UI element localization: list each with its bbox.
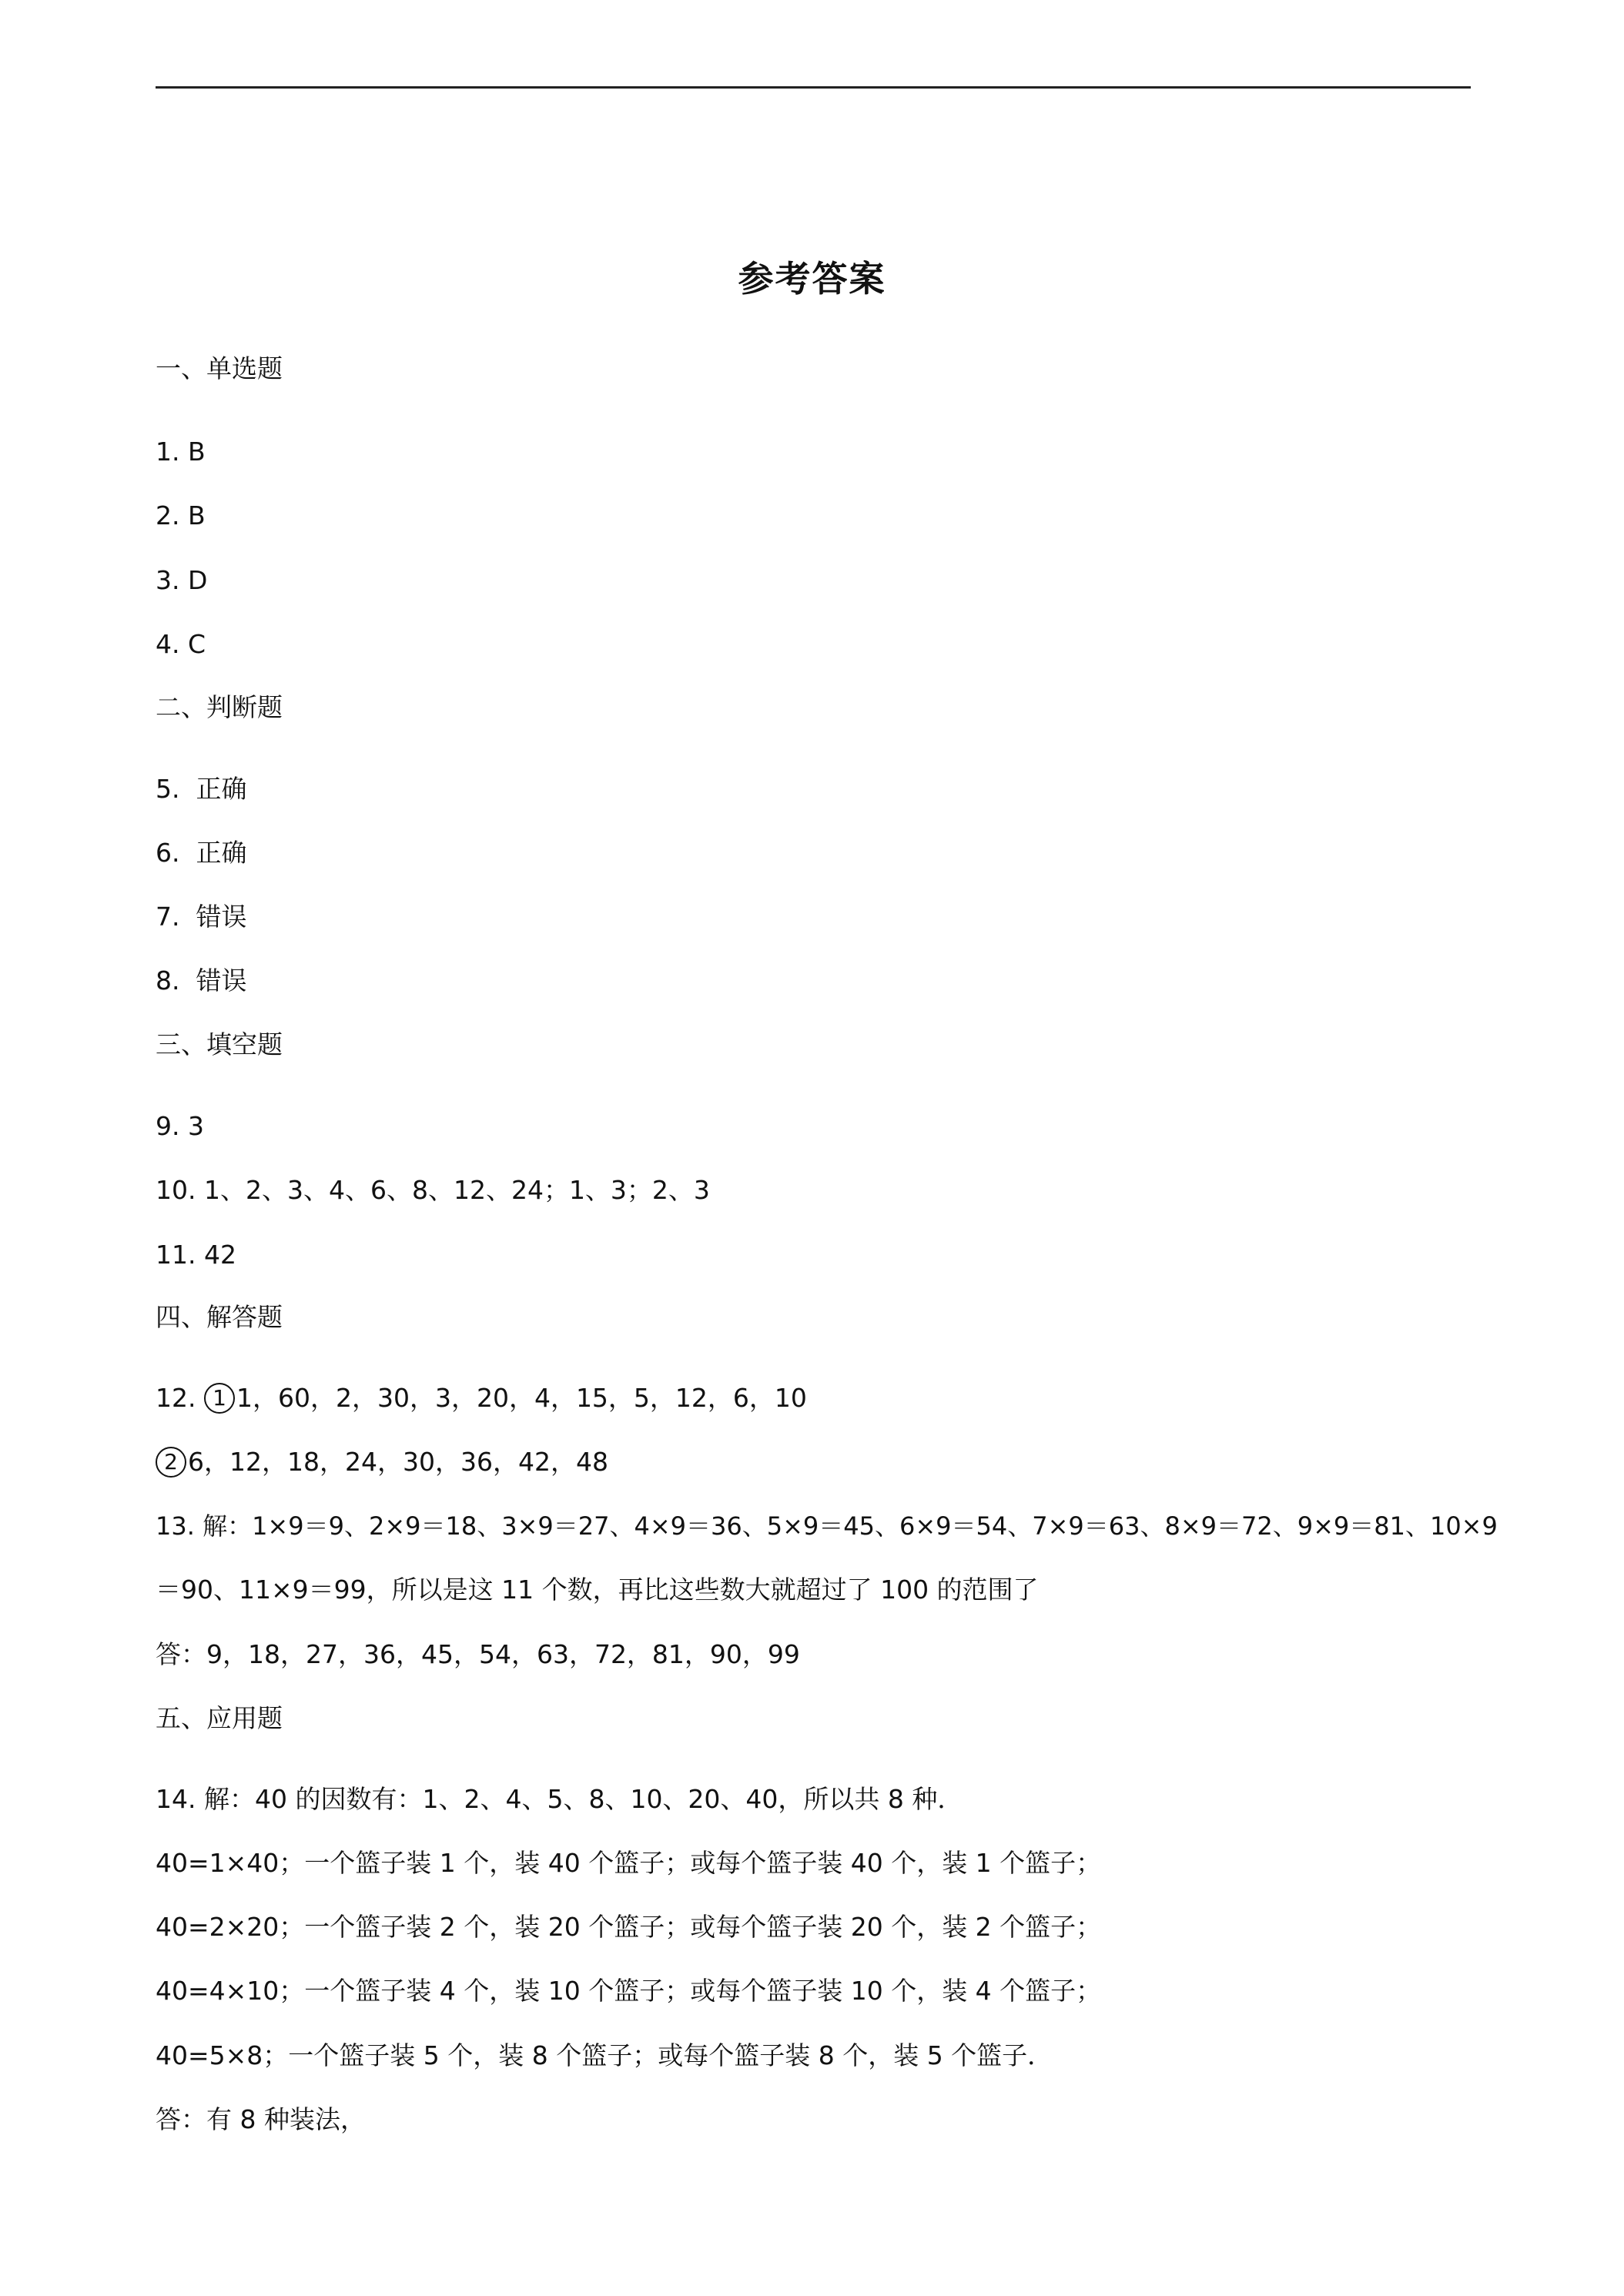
answer-number: 6. bbox=[156, 838, 180, 868]
section-heading-true-false: 二、判断题 bbox=[156, 692, 283, 722]
answer-text: 错误 bbox=[196, 966, 247, 996]
answer-12-line-2 bbox=[156, 1446, 608, 1479]
answer-number: 13. bbox=[156, 1511, 195, 1541]
answer-number: 7. bbox=[156, 902, 180, 932]
answer-text: 解：1×9＝9、2×9＝18、3×9＝27、4×9＝36、5×9＝45、6×9＝54、7×9＝63、8×9＝72、9×9＝81、10×9 bbox=[203, 1511, 1498, 1541]
answer-3 bbox=[156, 564, 207, 597]
answer-2 bbox=[156, 500, 206, 532]
answer-13-line-1 bbox=[156, 1510, 1498, 1542]
answer-6 bbox=[156, 837, 246, 869]
answer-text: 正确 bbox=[196, 774, 247, 804]
answer-14-line-6: 答：有 8 种装法， bbox=[156, 2104, 366, 2134]
section-heading-fill-blank: 三、填空题 bbox=[156, 1029, 283, 1059]
circled-number-2: 2 bbox=[156, 1447, 186, 1478]
answer-14-line-4: 40=4×10；一个篮子装 4 个，装 10 个篮子；或每个篮子装 10 个，装 4 个篮子； bbox=[156, 1976, 1102, 2006]
answer-11 bbox=[156, 1239, 236, 1271]
answer-text: C bbox=[188, 629, 206, 659]
answer-14-line-5: 40=5×8；一个篮子装 5 个，装 8 个篮子；或每个篮子装 8 个，装 5 个篮子． bbox=[156, 2040, 1053, 2070]
page-title: 参考答案 bbox=[738, 258, 886, 300]
answer-text: 解：40 的因数有：1、2、4、5、8、10、20、40，所以共 8 种． bbox=[203, 1784, 963, 1814]
answer-number: 1. bbox=[156, 437, 180, 467]
answer-text: 错误 bbox=[196, 902, 247, 932]
section-heading-solve: 四、解答题 bbox=[156, 1302, 283, 1332]
header-rule bbox=[156, 86, 1471, 89]
answer-text: B bbox=[188, 500, 206, 530]
answer-number: 8. bbox=[156, 966, 180, 996]
answer-text: 42 bbox=[203, 1240, 236, 1270]
answer-number: 4. bbox=[156, 629, 180, 659]
answer-number: 3. bbox=[156, 565, 180, 595]
answer-text: 正确 bbox=[196, 838, 247, 868]
circled-number-1: 1 bbox=[204, 1383, 235, 1414]
answer-text: 6，12，18，24，30，36，42，48 bbox=[188, 1447, 608, 1477]
answer-text: 1、2、3、4、6、8、12、24；1、3；2、3 bbox=[203, 1175, 710, 1205]
answer-5 bbox=[156, 773, 246, 805]
answer-number: 5. bbox=[156, 774, 180, 804]
answer-13-line-2: ＝90、11×9＝99，所以是这 11 个数，再比这些数大就超过了 100 的范围了 bbox=[156, 1575, 1039, 1605]
answer-number: 2. bbox=[156, 500, 180, 530]
answer-7 bbox=[156, 901, 246, 933]
answer-1 bbox=[156, 436, 206, 468]
answer-10 bbox=[156, 1174, 710, 1207]
answer-9 bbox=[156, 1110, 204, 1143]
answer-number: 12. bbox=[156, 1383, 196, 1413]
answer-12-line-1 bbox=[156, 1382, 807, 1415]
answer-text: B bbox=[188, 437, 206, 467]
answer-13-line-3: 答：9，18，27，36，45，54，63，72，81，90，99 bbox=[156, 1639, 800, 1669]
answer-text: 1，60，2，30，3，20，4，15，5，12，6，10 bbox=[236, 1383, 807, 1413]
section-heading-application: 五、应用题 bbox=[156, 1703, 283, 1733]
answer-text: D bbox=[188, 565, 208, 595]
answer-number: 10. bbox=[156, 1175, 196, 1205]
answer-14-line-2: 40=1×40；一个篮子装 1 个，装 40 个篮子；或每个篮子装 40 个，装 1 个篮子； bbox=[156, 1848, 1102, 1878]
section-heading-single-choice: 一、单选题 bbox=[156, 353, 283, 383]
answer-8 bbox=[156, 965, 246, 997]
answer-number: 14. bbox=[156, 1784, 196, 1814]
answer-number: 9. bbox=[156, 1111, 180, 1141]
answer-4 bbox=[156, 628, 206, 661]
answer-number: 11. bbox=[156, 1240, 196, 1270]
answer-14-line-1 bbox=[156, 1783, 963, 1816]
answer-text: 3 bbox=[188, 1111, 204, 1141]
answer-14-line-3: 40=2×20；一个篮子装 2 个，装 20 个篮子；或每个篮子装 20 个，装 2 个篮子； bbox=[156, 1912, 1102, 1942]
